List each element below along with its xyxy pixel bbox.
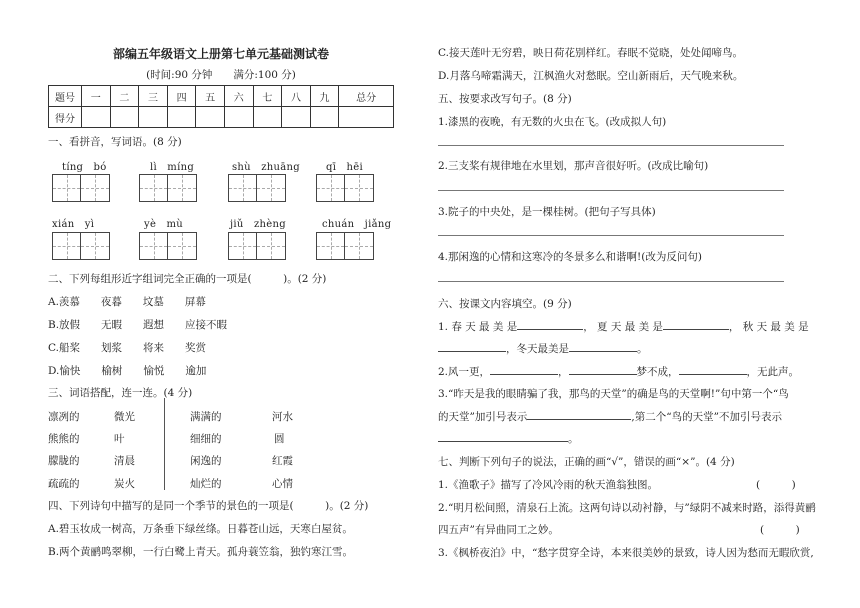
match-word[interactable]: 河水 <box>272 411 293 423</box>
score-header-cell: 六 <box>224 86 253 107</box>
q7-item-2-cont: 四五声”有异曲同工之妙。 <box>438 524 559 536</box>
answer-parenthesis[interactable]: ( ) <box>756 479 796 491</box>
score-header-cell: 五 <box>196 86 225 107</box>
score-header-cell: 总分 <box>339 86 394 107</box>
score-cell <box>167 107 196 128</box>
score-row-label: 得分 <box>49 107 82 128</box>
q7-item-2: 2.“明月松间照，清泉石上流。这两句诗以动衬静，与”绿阴不减来时路，添得黄鹂 <box>438 502 816 514</box>
q6-line-3-end <box>438 431 579 446</box>
q6-text: ，无此声。 <box>746 366 800 378</box>
pinyin-label: xián yì <box>52 219 95 230</box>
q6-line-3: 3.“昨天是我的眼睛骗了我，那鸟的天堂”的确是鸟的天堂啊!”句中第一个“鸟 <box>438 388 789 400</box>
writing-grid[interactable] <box>52 232 110 260</box>
q5-item: 4.那闲逸的心情和这寒冷的冬景多么和谐啊!(改为反问句) <box>438 251 702 263</box>
score-cell <box>224 107 253 128</box>
q4-option-d: D.月落乌啼霜满天，江枫渔火对愁眠。空山新雨后，天气晚来秋。 <box>438 70 744 82</box>
score-cell <box>110 107 139 128</box>
q6-text: 。 <box>568 433 579 445</box>
match-word[interactable]: 熊熊的 <box>48 433 80 445</box>
match-word[interactable]: 微光 <box>114 411 135 423</box>
fill-blank[interactable] <box>569 351 637 352</box>
pinyin-label: lì míng <box>150 162 195 173</box>
match-word[interactable]: 心情 <box>272 478 293 490</box>
q7-heading: 七、判断下列句子的说法，正确的画“√”，错误的画“×”。(4 分) <box>438 456 735 468</box>
column-divider <box>164 398 165 490</box>
q6-line-1-cont <box>438 341 648 356</box>
q2-option-a: A.羡慕 夜暮 坟墓 屏幕 <box>48 296 206 308</box>
q4-option-a: A.碧玉妆成一树高，万条垂下绿丝绦。日暮苍山远，天寒白屋贫。 <box>48 523 353 535</box>
q1-heading: 一、看拼音，写词语。(8 分) <box>48 136 182 148</box>
fill-blank[interactable] <box>679 374 747 375</box>
answer-line[interactable] <box>438 145 784 146</box>
exam-info: (时间:90 分钟 满分:100 分) <box>146 69 296 81</box>
q6-line-3-cont <box>438 409 782 424</box>
match-word[interactable]: 圆 <box>274 433 285 445</box>
pinyin-label: qī hēi <box>326 162 363 173</box>
q5-item: 3.院子的中央处，是一棵桂树。(把句子写具体) <box>438 206 656 218</box>
match-word[interactable]: 叶 <box>114 433 125 445</box>
pinyin-label: shù zhuāng <box>232 162 300 173</box>
q5-heading: 五、按要求改写句子。(8 分) <box>438 93 572 105</box>
fill-blank[interactable] <box>569 374 637 375</box>
q6-text: 梦不成， <box>636 366 679 378</box>
pinyin-label: chuán jiǎng <box>322 219 392 230</box>
q7-item-1: 1.《渔歌子》描写了冷风冷雨的秋天渔翁独图。 <box>438 479 659 491</box>
q2-option-c: C.船桨 划浆 将来 奖赏 <box>48 342 206 354</box>
writing-grid[interactable] <box>316 174 374 202</box>
q4-option-b: B.两个黄鹂鸣翠柳，一行白鹭上青天。孤舟蓑笠翁，独钓寒江雪。 <box>48 546 354 558</box>
writing-grid[interactable] <box>139 232 197 260</box>
q2-option-d: D.愉快 榆树 愉悦 逾加 <box>48 365 207 377</box>
score-cell <box>253 107 282 128</box>
q3-heading: 三、词语搭配，连一连。(4 分) <box>48 387 193 399</box>
q6-text: 1. 春 天 最 美 是 <box>438 321 518 333</box>
q4-option-c: C.接天莲叶无穷碧，映日荷花别样红。春眠不觉晓，处处闻啼鸟。 <box>438 47 743 59</box>
score-header-cell: 九 <box>310 86 339 107</box>
fill-blank[interactable] <box>663 329 729 330</box>
match-word[interactable]: 满满的 <box>190 411 222 423</box>
answer-line[interactable] <box>438 281 784 282</box>
match-word[interactable]: 细细的 <box>190 433 222 445</box>
q6-text: 。 <box>637 343 648 355</box>
score-header-cell: 三 <box>139 86 168 107</box>
score-table-score-row <box>49 107 394 128</box>
page-title: 部编五年级语文上册第七单元基础测试卷 <box>112 47 329 61</box>
q5-item: 1.漆黑的夜晚，有无数的火虫在飞。(改成拟人句) <box>438 116 667 128</box>
score-header-cell: 一 <box>82 86 111 107</box>
q6-text: 的天堂”加引号表示 <box>438 411 528 423</box>
score-table-header-row <box>49 86 394 107</box>
q2-option-b: B.放假 无暇 遐想 应接不暇 <box>48 319 228 331</box>
match-word[interactable]: 红霞 <box>272 455 293 467</box>
match-word[interactable]: 炭火 <box>114 478 135 490</box>
match-word[interactable]: 凛冽的 <box>48 411 80 423</box>
q6-text: ，冬天最美是 <box>506 343 569 355</box>
score-cell <box>82 107 111 128</box>
pinyin-label: yè mù <box>144 219 183 230</box>
score-cell <box>310 107 339 128</box>
match-word[interactable]: 疏疏的 <box>48 478 80 490</box>
answer-parenthesis[interactable]: ( ) <box>760 524 800 536</box>
score-cell <box>282 107 311 128</box>
q6-text: 2.风一更， <box>438 366 491 378</box>
score-header-cell: 四 <box>167 86 196 107</box>
writing-grid[interactable] <box>139 174 197 202</box>
score-table <box>48 85 394 128</box>
q7-item-3: 3.《枫桥夜泊》中，“愁字贯穿全诗，本来很美妙的景致，诗人因为愁而无暇欣赏, <box>438 547 814 559</box>
q6-line-2 <box>438 364 799 379</box>
score-cell <box>339 107 394 128</box>
q6-text: ， <box>558 366 569 378</box>
answer-line[interactable] <box>438 235 784 236</box>
q5-item: 2.三支桨有规律地在水里划，那声音很好听。(改成比喻句) <box>438 160 709 172</box>
q6-text: ， 秋 天 最 美 是 <box>728 321 809 333</box>
fill-blank[interactable] <box>490 374 558 375</box>
score-cell <box>196 107 225 128</box>
match-word[interactable]: 灿烂的 <box>190 478 222 490</box>
pinyin-label: tíng bó <box>62 162 107 173</box>
fill-blank[interactable] <box>527 419 631 420</box>
writing-grid[interactable] <box>52 174 110 202</box>
q6-heading: 六、按课文内容填空。(9 分) <box>438 298 572 310</box>
score-cell <box>139 107 168 128</box>
fill-blank[interactable] <box>438 351 506 352</box>
fill-blank[interactable] <box>438 441 568 442</box>
q2-heading: 二、下列每组形近字组词完全正确的一项是( )。(2 分) <box>48 273 327 285</box>
q6-line-1 <box>438 319 809 334</box>
pinyin-label: jiǔ zhèng <box>230 219 286 230</box>
match-word[interactable]: 朦胧的 <box>48 455 80 467</box>
score-header-cell: 七 <box>253 86 282 107</box>
score-header-cell: 题号 <box>49 86 82 107</box>
match-word[interactable]: 闲逸的 <box>190 455 222 467</box>
q6-text: ， 夏 天 最 美 是 <box>583 321 663 333</box>
score-header-cell: 二 <box>110 86 139 107</box>
writing-grid[interactable] <box>316 232 374 260</box>
writing-grid[interactable] <box>228 174 286 202</box>
score-header-cell: 八 <box>282 86 311 107</box>
match-word[interactable]: 清晨 <box>114 455 135 467</box>
answer-line[interactable] <box>438 190 784 191</box>
writing-grid[interactable] <box>228 232 286 260</box>
fill-blank[interactable] <box>517 329 583 330</box>
q4-heading: 四、下列诗句中描写的是同一个季节的景色的一项是( )。(2 分) <box>48 500 369 512</box>
q6-text: ,第二个“鸟的天堂”不加引号表示 <box>631 411 782 423</box>
